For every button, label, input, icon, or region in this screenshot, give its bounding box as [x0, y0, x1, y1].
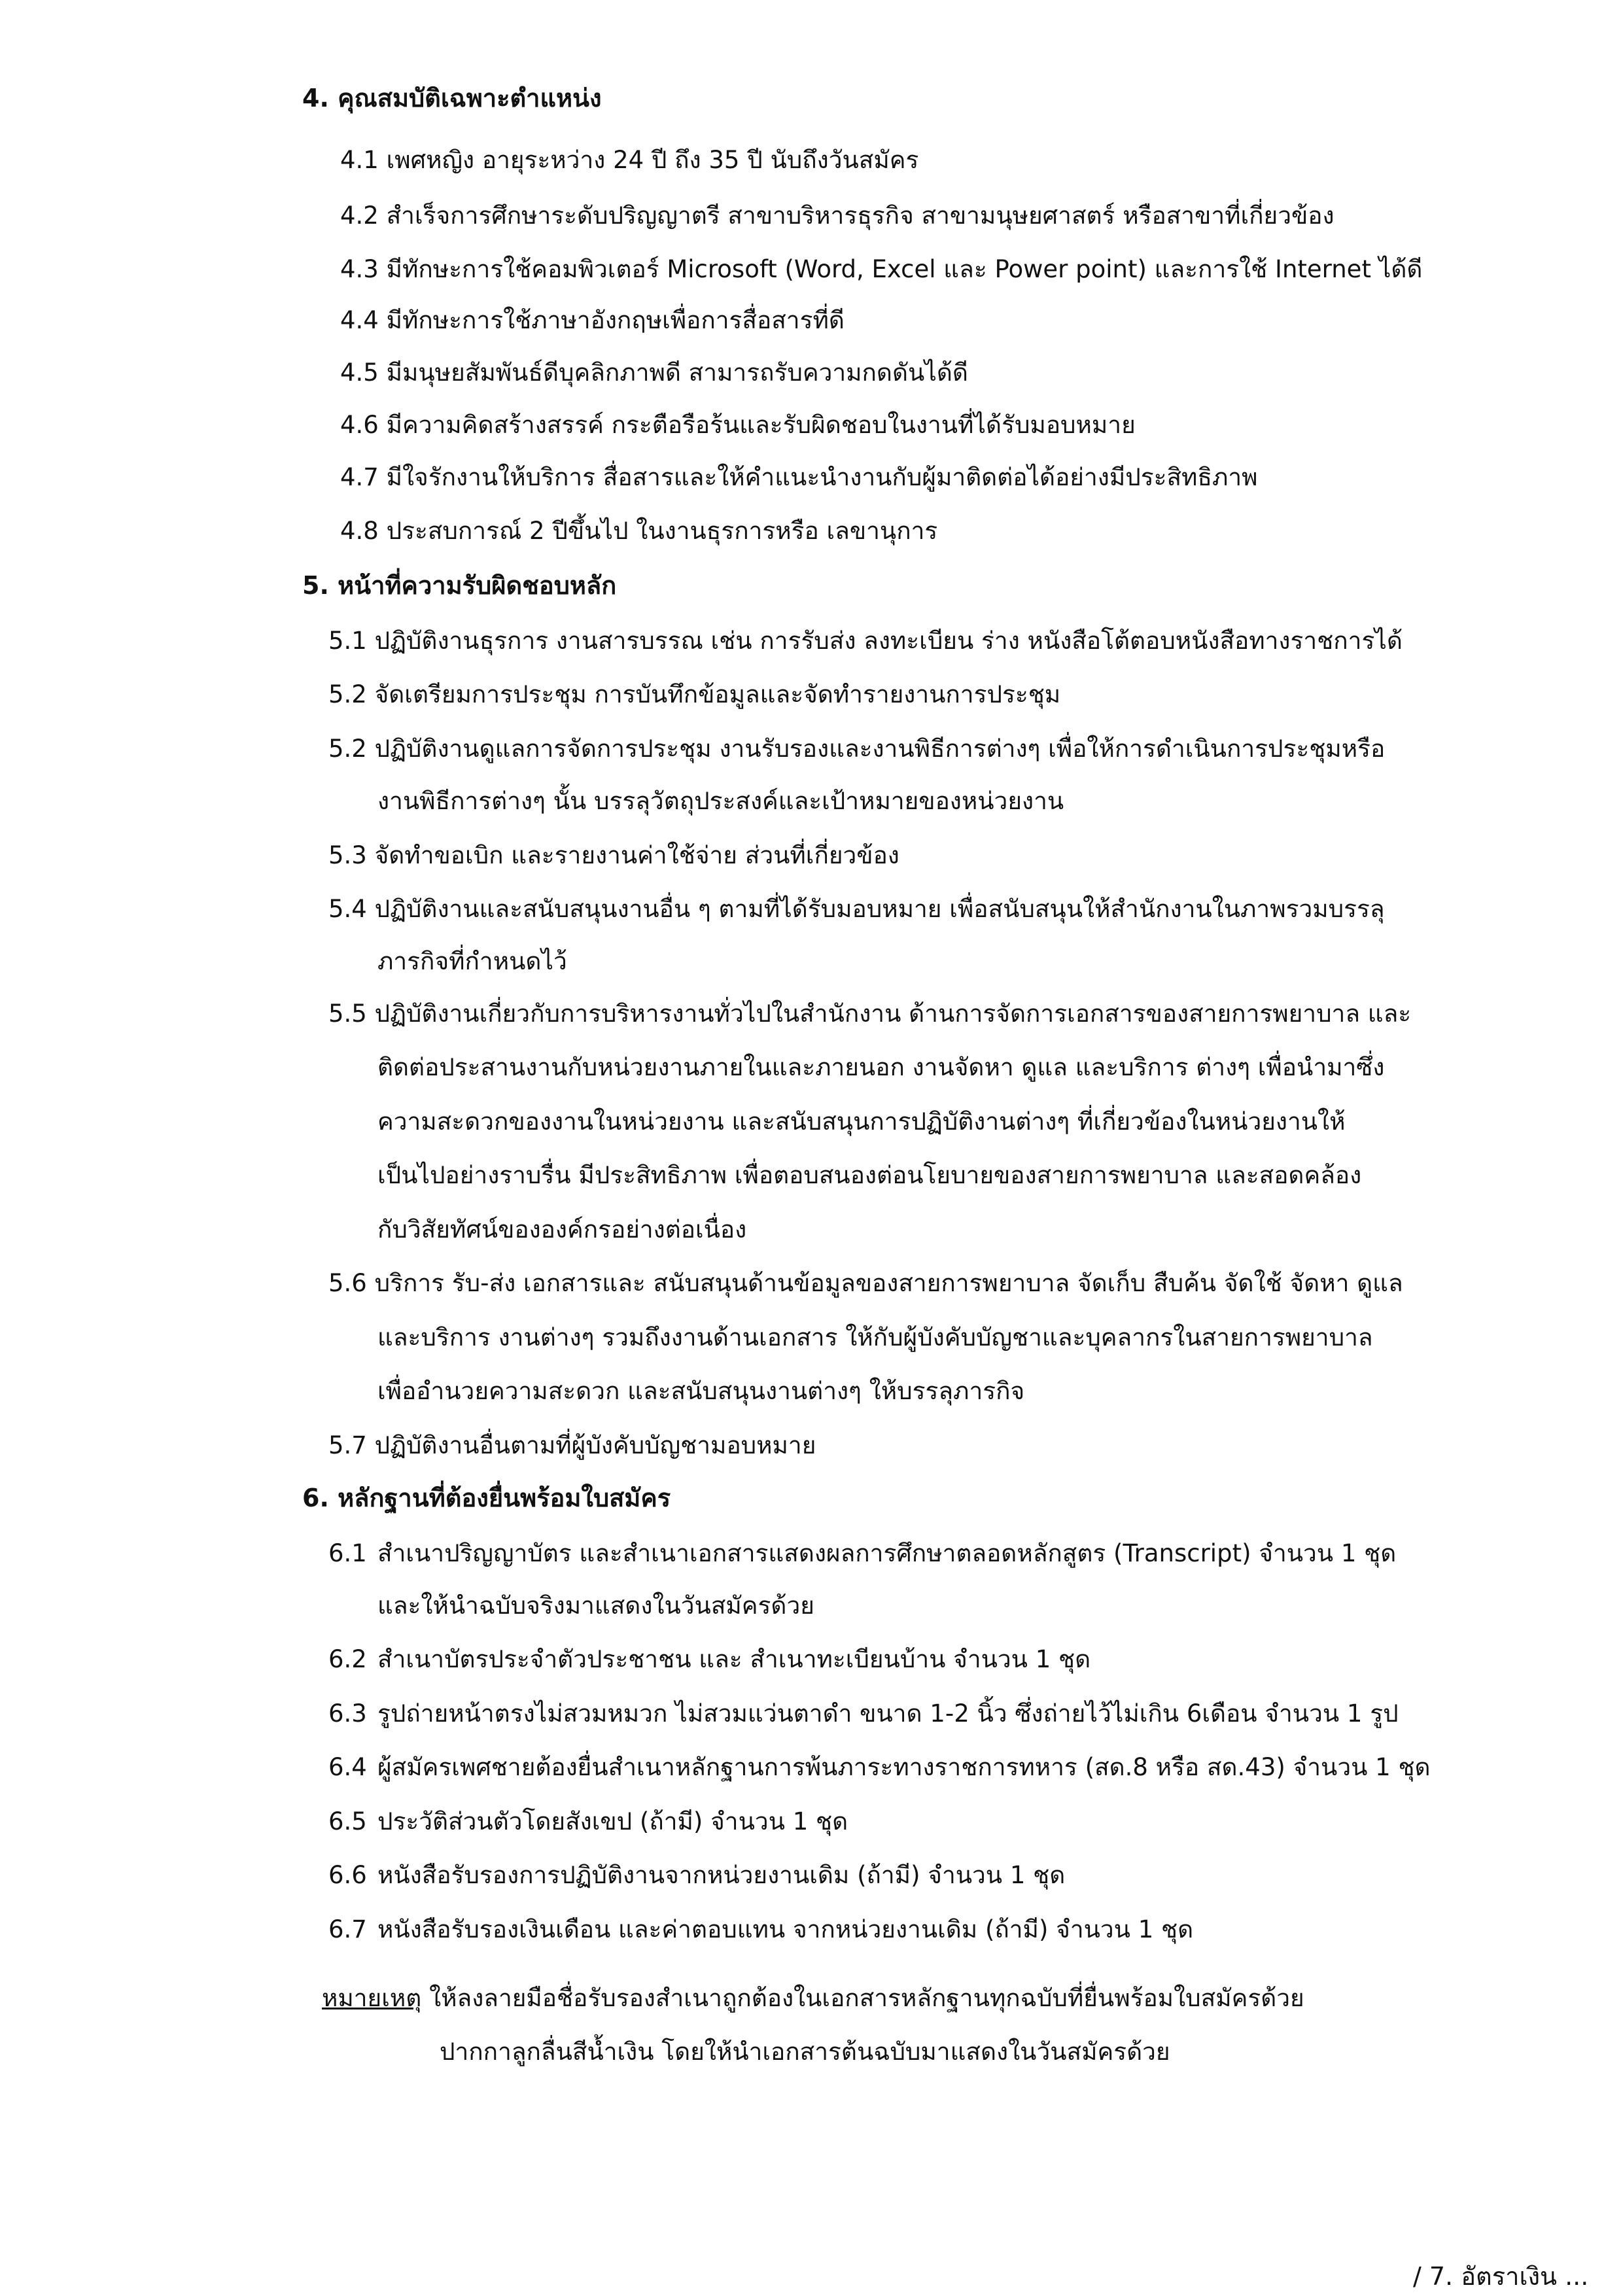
item-number: 6.1: [328, 1539, 367, 1567]
note-line: [322, 1982, 1304, 2015]
item-number: 6.3: [328, 1699, 367, 1728]
section-5-item-continuation: และบริการ งานต่างๆ รวมถึงงานด้านเอกสาร ให้กับผู้บังคับบัญชาและบุคลากรในสายการพยาบาล: [377, 1323, 1373, 1351]
section-5-item: 5.2 จัดเตรียมการประชุม การบันทึกข้อมูลและจัดทำรายงานการประชุม: [328, 680, 1061, 708]
section-6-item: [328, 1805, 848, 1838]
section-4-item: 4.1 เพศหญิง อายุระหว่าง 24 ปี ถึง 35 ปี นับถึงวันสมัคร: [340, 146, 919, 174]
section-4-item: 4.8 ประสบการณ์ 2 ปีขึ้นไป ในงานธุรการหรือ เลขานุการ: [340, 517, 938, 545]
section-5-item-continuation: ความสะดวกของงานในหน่วยงาน และสนับสนุนการปฏิบัติงานต่างๆ ที่เกี่ยวข้องในหน่วยงานให้: [377, 1107, 1346, 1136]
section-5-item-continuation: เป็นไปอย่างราบรื่น มีประสิทธิภาพ เพื่อตอบสนองต่อนโยบายของสายการพยาบาล และสอดคล้อง: [377, 1161, 1362, 1189]
note-label: หมายเหตุ: [322, 1984, 422, 2012]
item-number: 6.5: [328, 1807, 367, 1835]
section-5-item: 5.5 ปฏิบัติงานเกี่ยวกับการบริหารงานทั่วไปในสำนักงาน ด้านการจัดการเอกสารของสายการพยาบาล และ: [328, 1000, 1412, 1028]
section-6-item: [328, 1697, 1399, 1730]
section-5-item: 5.2 ปฏิบัติงานดูแลการจัดการประชุม งานรับรองและงานพิธีการต่างๆ เพื่อให้การดำเนินการประชุมหรือ: [328, 735, 1386, 763]
section-5-item: 5.4 ปฏิบัติงานและสนับสนุนงานอื่น ๆ ตามที่ได้รับมอบหมาย เพื่อสนับสนุนให้สำนักงานในภาพรวมบรรลุ: [328, 895, 1385, 923]
item-text: สำเนาบัตรประจำตัวประชาชน และ สำเนาทะเบียนบ้าน จำนวน 1 ชุด: [377, 1645, 1091, 1673]
section-4-item: 4.5 มีมนุษยสัมพันธ์ดีบุคลิกภาพดี สามารถรับความกดดันได้ดี: [340, 358, 968, 387]
item-number: 6.6: [328, 1861, 367, 1889]
section-4-heading: 4. คุณสมบัติเฉพาะตำแหน่ง: [302, 84, 602, 113]
section-4-item: 4.7 มีใจรักงานให้บริการ สื่อสารและให้คำแนะนำงานกับผู้มาติดต่อได้อย่างมีประสิทธิภาพ: [340, 463, 1258, 491]
section-6-item: [328, 1643, 1091, 1676]
section-6-item: [328, 1751, 1431, 1784]
section-6-item: [328, 1537, 1396, 1570]
item-number: 6.7: [328, 1915, 367, 1943]
note-text: ให้ลงลายมือชื่อรับรองสำเนาถูกต้องในเอกสารหลักฐานทุกฉบับที่ยื่นพร้อมใบสมัครด้วย: [421, 1984, 1304, 2012]
section-5-item: 5.3 จัดทำขอเบิก และรายงานค่าใช้จ่าย ส่วนที่เกี่ยวข้อง: [328, 841, 899, 869]
section-5-item-continuation: กับวิสัยทัศน์ขององค์กรอย่างต่อเนื่อง: [377, 1215, 747, 1244]
section-4-item: 4.6 มีความคิดสร้างสรรค์ กระตือรือร้นและรับผิดชอบในงานที่ได้รับมอบหมาย: [340, 411, 1136, 439]
section-6-item-continuation: และให้นำฉบับจริงมาแสดงในวันสมัครด้วย: [377, 1592, 814, 1620]
item-text: ประวัติส่วนตัวโดยสังเขป (ถ้ามี) จำนวน 1 ชุด: [377, 1807, 848, 1835]
item-text: รูปถ่ายหน้าตรงไม่สวมหมวก ไม่สวมแว่นตาดำ ขนาด 1-2 นิ้ว ซึ่งถ่ายไว้ไม่เกิน 6เดือน จำนวน 1 รูป: [377, 1699, 1399, 1728]
section-4-item: 4.4 มีทักษะการใช้ภาษาอังกฤษเพื่อการสื่อสารที่ดี: [340, 306, 845, 334]
section-5-item: 5.6 บริการ รับ-ส่ง เอกสารและ สนับสนุนด้านข้อมูลของสายการพยาบาล จัดเก็บ สืบค้น จัดใช้ จัดหา ดูแล: [328, 1269, 1403, 1297]
section-5-item-continuation: งานพิธีการต่างๆ นั้น บรรลุวัตถุประสงค์และเป้าหมายของหน่วยงาน: [377, 787, 1064, 815]
item-text: หนังสือรับรองเงินเดือน และค่าตอบแทน จากหน่วยงานเดิม (ถ้ามี) จำนวน 1 ชุด: [377, 1915, 1194, 1943]
section-5-item-continuation: เพื่ออำนวยความสะดวก และสนับสนุนงานต่างๆ ให้บรรลุภารกิจ: [377, 1377, 1025, 1405]
item-text: ผู้สมัครเพศชายต้องยื่นสำเนาหลักฐานการพ้นภาระทางราชการทหาร (สด.8 หรือ สด.43) จำนวน 1 ชุด: [377, 1753, 1431, 1781]
section-4-item: 4.2 สำเร็จการศึกษาระดับปริญญาตรี สาขาบริหารธุรกิจ สาขามนุษยศาสตร์ หรือสาขาที่เกี่ยวข้อง: [340, 201, 1335, 230]
item-text: สำเนาปริญญาบัตร และสำเนาเอกสารแสดงผลการศึกษาตลอดหลักสูตร (Transcript) จำนวน 1 ชุด: [377, 1539, 1397, 1567]
section-5-heading: 5. หน้าที่ความรับผิดชอบหลัก: [302, 571, 617, 600]
item-number: 6.2: [328, 1645, 367, 1673]
page-footer-reference: / 7. อัตราเงิน ...: [1413, 2262, 1589, 2291]
section-5-item: 5.7 ปฏิบัติงานอื่นตามที่ผู้บังคับบัญชามอบหมาย: [328, 1431, 816, 1459]
section-5-item-continuation: ติดต่อประสานงานกับหน่วยงานภายในและภายนอก งานจัดหา ดูแล และบริการ ต่างๆ เพื่อนำมาซึ่ง: [377, 1053, 1385, 1081]
item-number: 6.4: [328, 1753, 367, 1781]
section-6-item: [328, 1859, 1065, 1892]
section-4-item: 4.3 มีทักษะการใช้คอมพิวเตอร์ Microsoft (Word, Excel และ Power point) และการใช้ Internet ได้ดี: [340, 255, 1423, 283]
section-6-item: [328, 1913, 1193, 1946]
section-6-heading: 6. หลักฐานที่ต้องยื่นพร้อมใบสมัคร: [302, 1484, 671, 1512]
section-5-item: 5.1 ปฏิบัติงานธุรการ งานสารบรรณ เช่น การรับส่ง ลงทะเบียน ร่าง หนังสือโต้ตอบหนังสือทางราชการได้: [328, 627, 1403, 655]
section-5-item-continuation: ภารกิจที่กำหนดไว้: [377, 947, 567, 975]
item-text: หนังสือรับรองการปฏิบัติงานจากหน่วยงานเดิม (ถ้ามี) จำนวน 1 ชุด: [377, 1861, 1066, 1889]
note-line-continuation: ปากกาลูกลื่นสีน้ำเงิน โดยให้นำเอกสารต้นฉบับมาแสดงในวันสมัครด้วย: [440, 2038, 1170, 2066]
